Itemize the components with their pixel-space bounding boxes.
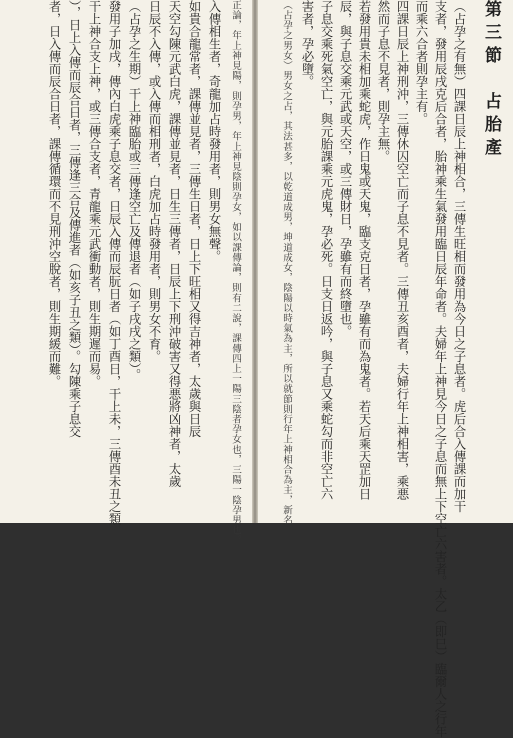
text-line: 支者，發用辰戌克后合者，胎神乘生氣發用臨日辰年命者。夫婦年上神見今日之子息而無上下空亡六害者。太乙（即巳）臨爾人之行年 (433, 0, 447, 738)
text-line: 如貴合龍常者，課傳並見者，三傳生日者，日上下旺相又得吉神者，太歲與日辰 (187, 0, 201, 438)
text-line: 者，日入傳而辰合日者，課傳循環而不見刑沖空脫者，則生期緩而難。 (47, 0, 61, 388)
text-line: 子息交乘死氣空亡，與元胎課乘元虎鬼，孕必死。日支日返吟，與子息又乘蛇勾而非空亡六 (319, 0, 333, 500)
text-line: 然而子息不見者，則孕主無。 (376, 0, 390, 163)
book-gutter (252, 0, 258, 523)
annotation-note: （占孕之男女）男女之占，其法甚多，以乾道成男，坤道成女，陰陽以時氣為主，所以就節則行年上神相合為主，新名 (281, 0, 292, 526)
text-line: 干上神合支上神，或三傳合支者，青龍乘元武衝動者，則生期遲而易。 (87, 0, 101, 388)
left-page (0, 0, 252, 546)
text-line: 害者，孕必墮。 (300, 0, 314, 88)
text-line: （占孕之有無）四課日辰上神相合，三傳生旺相而發用為今日之子息者。虎后合入傳課而加干 (452, 0, 466, 513)
right-page (258, 0, 513, 738)
text-line: （占孕之生期）干上神臨胎或三傳逢空亡及傳退者（如子戌戌之類）。 (127, 0, 141, 382)
text-line: 四課日辰上神刑沖，三傳休囚空亡而子息不見者。三傳丑亥酉者，夫婦行年上神相害，乘悪 (395, 0, 409, 500)
chapter-title: 第三節 占胎產 (481, 0, 501, 161)
text-line: 辰，與子息交乘元武或天空，或三傳財日，孕雖有而終墮也。 (338, 0, 352, 338)
text-line: 日辰不入傳，或入傳而相刑者，白虎加占時發用者，則男女不育。 (147, 0, 161, 363)
text-line: 發用子加戌，傳內白虎乘子息交者，日辰入傳而辰朊日者（如丁酉日，干上未，三傳酉未丑之類 (107, 0, 121, 525)
annotation-note: 正論，年上神見陽，則孕男，年上神見陰則孕女，如以課傳論，則有二說，課傳四上一陽三陰者孕女也，三陽一陰孕男也。 (230, 0, 241, 546)
text-line: 若發用貴未相加乘蛇虎，作日鬼或天鬼，臨支克日者，孕雖有而為鬼者。若天后乘天罡加日 (357, 0, 371, 500)
text-line: 而乘六合者則孕主有。 (414, 0, 428, 125)
text-line: 入傳相生者，奇龍加占時發用者，則男女無聲。 (207, 0, 221, 263)
text-line: ），日上入傳而辰合日者，三傳逢三合及傳進者（如亥子丑之類）。勾陳乘子息交 (67, 0, 81, 438)
text-line: 天空勾陳元武白虎，課傳並見者，日生三傳者，日辰上下刑沖破害又得悪將凶神者，太歲 (167, 0, 181, 488)
